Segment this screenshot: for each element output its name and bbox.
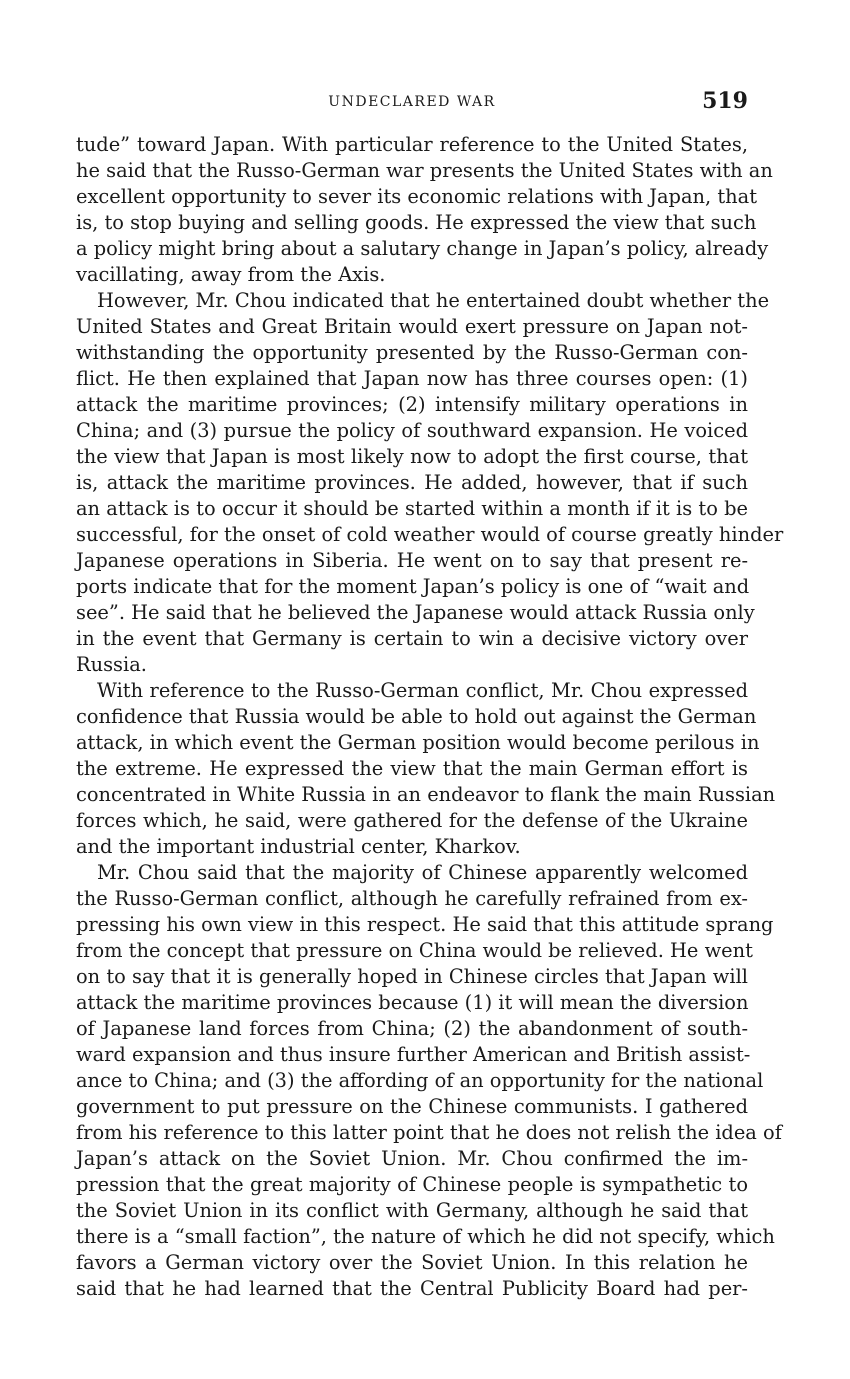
body-text xyxy=(76,132,784,1302)
text-line: tude” toward Japan. With particular reference to the United States, xyxy=(76,133,748,156)
text-line: in the event that Germany is certain to win a decisive victory over xyxy=(76,627,748,650)
text-line: pression that the great majority of Chinese people is sympathetic to xyxy=(76,1173,748,1196)
paragraph xyxy=(76,678,776,860)
text-line: confidence that Russia would be able to hold out against the German xyxy=(76,705,757,728)
text-line: see”. He said that he believed the Japanese would attack Russia only xyxy=(76,601,755,624)
text-line: forces which, he said, were gathered for the defense of the Ukraine xyxy=(76,809,748,832)
paragraph xyxy=(76,288,784,678)
text-line: from the concept that pressure on China would be relieved. He went xyxy=(76,939,753,962)
text-line: he said that the Russo-German war presents the United States with an xyxy=(76,159,773,182)
text-line: excellent opportunity to sever its economic relations with Japan, that xyxy=(76,185,757,208)
text-line: said that he had learned that the Central Publicity Board had per- xyxy=(76,1277,748,1300)
text-line: attack, in which event the German position would become perilous in xyxy=(76,731,760,754)
text-line: ports indicate that for the moment Japan’s policy is one of “wait and xyxy=(76,575,750,598)
page-number: 519 xyxy=(702,88,748,114)
text-line: ward expansion and thus insure further American and British assist- xyxy=(76,1043,751,1066)
text-line: the Russo-German conflict, although he carefully refrained from ex- xyxy=(76,887,748,910)
text-line: from his reference to this latter point that he does not relish the idea of xyxy=(76,1121,782,1144)
text-line: Japanese operations in Siberia. He went on to say that present re- xyxy=(76,549,748,572)
text-line: the extreme. He expressed the view that the main German effort is xyxy=(76,757,748,780)
paragraph xyxy=(76,860,782,1302)
text-line: flict. He then explained that Japan now has three courses open: (1) xyxy=(76,367,748,390)
text-line: With reference to the Russo-German conflict, Mr. Chou expressed xyxy=(97,679,748,702)
text-line: a policy might bring about a salutary change in Japan’s policy, already xyxy=(76,237,769,260)
text-line: the Soviet Union in its conflict with Germany, although he said that xyxy=(76,1199,748,1222)
text-line: China; and (3) pursue the policy of southward expansion. He voiced xyxy=(76,419,748,442)
running-head xyxy=(76,88,748,118)
paragraph xyxy=(76,132,773,288)
text-line: However, Mr. Chou indicated that he entertained doubt whether the xyxy=(97,289,770,312)
text-line: pressing his own view in this respect. He said that this attitude sprang xyxy=(76,913,774,936)
text-line: withstanding the opportunity presented by the Russo-German con- xyxy=(76,341,748,364)
text-line: ance to China; and (3) the affording of an opportunity for the national xyxy=(76,1069,764,1092)
text-line: attack the maritime provinces; (2) intensify military operations in xyxy=(76,393,748,416)
text-line: of Japanese land forces from China; (2) the abandonment of south- xyxy=(76,1017,748,1040)
text-line: vacillating, away from the Axis. xyxy=(76,263,386,286)
text-line: Japan’s attack on the Soviet Union. Mr. Chou confirmed the im- xyxy=(76,1147,748,1170)
text-line: attack the maritime provinces because (1) it will mean the diversion xyxy=(76,991,749,1014)
text-line: successful, for the onset of cold weather would of course greatly hinder xyxy=(76,523,784,546)
text-line: is, to stop buying and selling goods. He expressed the view that such xyxy=(76,211,757,234)
text-line: on to say that it is generally hoped in Chinese circles that Japan will xyxy=(76,965,748,988)
text-line: Mr. Chou said that the majority of Chinese apparently welcomed xyxy=(97,861,748,884)
text-line: the view that Japan is most likely now to adopt the first course, that xyxy=(76,445,748,468)
text-line: an attack is to occur it should be started within a month if it is to be xyxy=(76,497,748,520)
text-line: there is a “small faction”, the nature of which he did not specify, which xyxy=(76,1225,775,1248)
text-line: Russia. xyxy=(76,653,147,676)
text-line: United States and Great Britain would exert pressure on Japan not- xyxy=(76,315,748,338)
text-line: concentrated in White Russia in an endeavor to flank the main Russian xyxy=(76,783,776,806)
text-line: and the important industrial center, Kharkov. xyxy=(76,835,521,858)
text-line: government to put pressure on the Chinese communists. I gathered xyxy=(76,1095,748,1118)
text-line: favors a German victory over the Soviet Union. In this relation he xyxy=(76,1251,748,1274)
text-line: is, attack the maritime provinces. He added, however, that if such xyxy=(76,471,748,494)
running-head-title: UNDECLARED WAR xyxy=(328,94,496,110)
